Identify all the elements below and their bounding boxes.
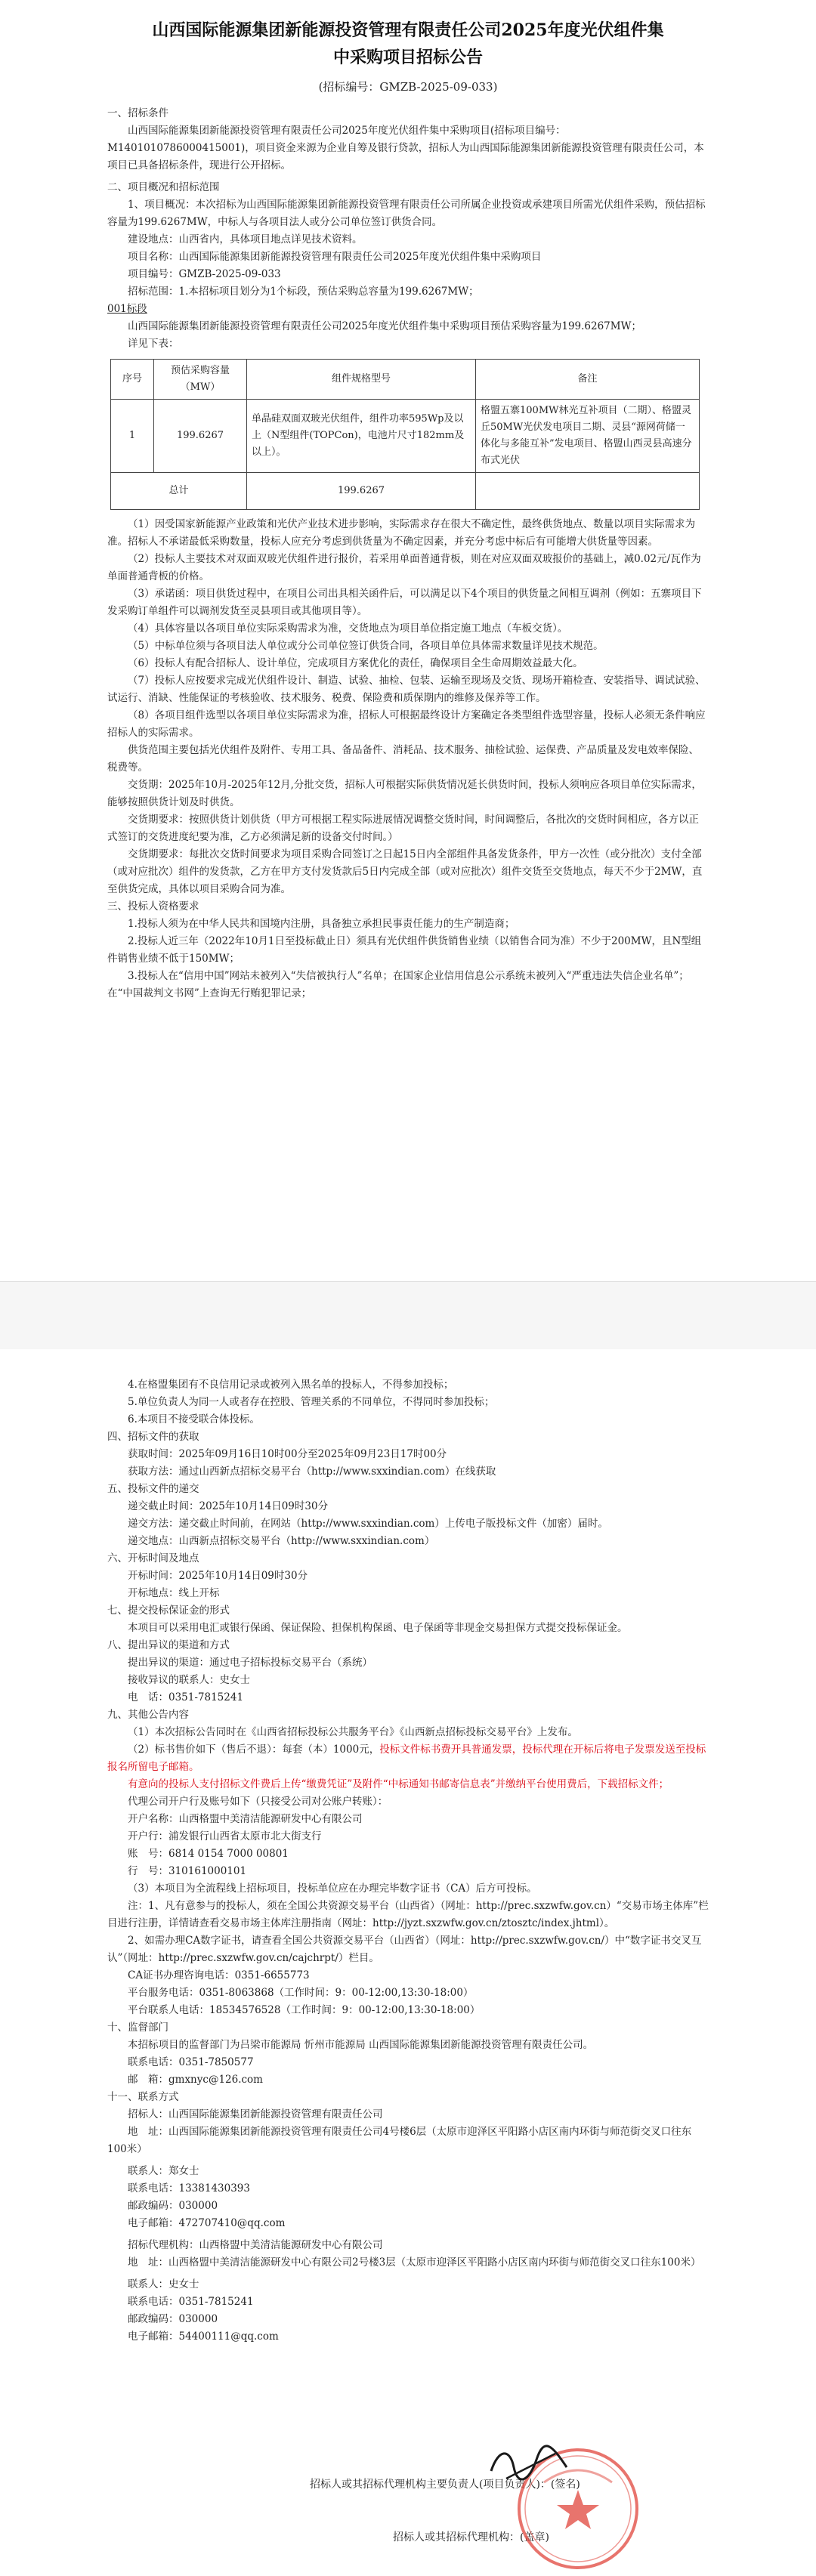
other-2 bbox=[107, 1741, 709, 1776]
note-8: （8）各项目组件选型以各项目单位实际需求为准，招标人可根据最终设计方案确定各类型组件选型容量，投标人必须无条件响应招标人的实际需求。 bbox=[107, 709, 706, 739]
page-1-content bbox=[107, 17, 709, 1002]
note-1: （1）因受国家新能源产业政策和光伏产业技术进步影响，实际需求存在很大不确定性，最终供货地点、数量以项目实际需求为准。招标人不承诺最低采购数量，投标人应充分考虑到供货量为不确定因素，并充分考虑中标后有可能增大供货量等因素。 bbox=[107, 518, 696, 548]
tenderer-address: 地 址：山西国际能源集团新能源投资管理有限责任公司4号楼6层（太原市迎泽区平阳路小店区南内环街与师范街交叉口往东100米） bbox=[107, 2126, 692, 2155]
construction-site: 建设地点：山西省内，具体项目地点详见技术资料。 bbox=[128, 233, 363, 246]
spec-table bbox=[110, 359, 700, 510]
section-6-heading: 六、开标时间及地点 bbox=[107, 1552, 199, 1564]
total-label: 总计 bbox=[111, 473, 247, 510]
col-header-capacity: 预估采购容量（MW） bbox=[154, 360, 247, 400]
delivery-period: 交货期：2025年10月-2025年12月,分批交货，招标人可根据实际供货情况延长供货时间，投标人须响应各项目单位实际需求，能够按照供货计划及时供货。 bbox=[107, 779, 702, 808]
tender-scope: 招标范围：1.本招标项目划分为1个标段，预估采购总容量为199.6267MW； bbox=[128, 286, 479, 298]
page-2-content bbox=[107, 1376, 709, 2346]
cell-capacity: 199.6267 bbox=[154, 400, 247, 473]
tenderer-name: 招标人：山西国际能源集团新能源投资管理有限责任公司 bbox=[128, 2108, 383, 2120]
tenderer-postcode: 邮政编码：030000 bbox=[128, 2200, 218, 2212]
section-10-heading: 十、监督部门 bbox=[107, 2022, 168, 2034]
supervision-phone: 联系电话：0351-7850577 bbox=[128, 2056, 254, 2068]
section-11-heading: 十一、联系方式 bbox=[107, 2091, 179, 2103]
other-1: （1）本次招标公告同时在《山西省招标投标公共服务平台》《山西新点招标投标交易平台》上发布。 bbox=[128, 1726, 578, 1738]
registration-note: 注：1、凡有意参与的投标人，须在全国公共资源交易平台（山西省）（网址：http://prec.sxzwfw.gov.cn）“交易市场主体库”栏目进行注册，详情请查看交易市场主体库注册指南（网址：http://jyzt.sxzwfw.gov.cn/ztosztc/index.jhtml）。 bbox=[107, 1900, 709, 1929]
page-2 bbox=[0, 1349, 816, 2576]
section-7-heading: 七、提交投标保证金的形式 bbox=[107, 1605, 230, 1617]
handwritten-signature-icon bbox=[484, 2437, 574, 2490]
tenderer-contact: 联系人：郑女士 bbox=[128, 2165, 199, 2177]
other-2-download-note: 有意向的投标人支付招标文件费后上传“缴费凭证”及附件“中标通知书邮寄信息表”并缴纳平台使用费后，下载招标文件； bbox=[128, 1778, 669, 1790]
note-4: （4）具体容量以各项目单位实际采购需求为准，交货地点为项目单位指定施工地点（车板交货）。 bbox=[128, 622, 568, 635]
bank-intro bbox=[107, 1793, 709, 1811]
other-2-price: （2）标书售价如下（售后不退）：每套（本）1000元， bbox=[128, 1744, 380, 1756]
section-2-heading: 二、项目概况和招标范围 bbox=[107, 181, 220, 193]
delivery-requirement-1: 交货期要求：按照供货计划供货（甲方可根据工程实际进展情况调整交货时间，时间调整后，各批次的交货时间相应，各方以正式签订的交货进度纪要为准，乙方必须满足新的设备交付时间。） bbox=[107, 814, 699, 843]
col-header-no: 序号 bbox=[111, 360, 154, 400]
tender-code: (招标编号：GMZB-2025-09-033) bbox=[318, 80, 498, 94]
bank-name: 开户行：浦发银行山西省太原市北大街支行 bbox=[128, 1830, 322, 1842]
supply-scope: 供货范围主要包括光伏组件及附件、专用工具、备品备件、消耗品、技术服务、抽检试验、运保费、产品质量及发电效率保险、税费等。 bbox=[107, 744, 699, 774]
bank-code: 行 号：310161000101 bbox=[128, 1865, 247, 1877]
bank-intro-text: 代理公司开户行及账号如下（只接受公司对公账户转账）： bbox=[128, 1796, 388, 1808]
table-row bbox=[111, 400, 700, 473]
doc-acquire-time: 获取时间：2025年09月16日10时00分至2025年09月23日17时00分 bbox=[128, 1448, 447, 1460]
seal-line: 招标人或其招标代理机构：(盖章) bbox=[393, 2531, 549, 2544]
note-7: （7）投标人应按要求完成光伏组件设计、制造、试验、抽检、包装、运输至现场及交货、现场开箱检查、安装指导、调试试验、试运行、消缺、性能保证的考核验收、技术服务、税费、保险费和质保期内的维修及保养等工作。 bbox=[107, 675, 706, 704]
total-capacity: 199.6267 bbox=[247, 473, 476, 510]
section-9-heading: 九、其他公告内容 bbox=[107, 1709, 189, 1721]
cell-no: 1 bbox=[111, 400, 154, 473]
qualification-5: 5.单位负责人为同一人或者存在控股、管理关系的不同单位，不得同时参加投标； bbox=[128, 1396, 495, 1408]
objection-contact: 接收异议的联系人：史女士 bbox=[128, 1674, 250, 1686]
note-2: （2）投标人主要技术对双面双玻光伏组件进行报价，若采用单面普通背板，则在对应双面双玻报价的基础上，减0.02元/瓦作为单面普通背板的价格。 bbox=[107, 553, 701, 582]
submit-method: 递交方法：递交截止时间前，在网站（http://www.sxxindian.com）上传电子版投标文件（加密）届时。 bbox=[128, 1518, 608, 1530]
objection-phone: 电 话：0351-7815241 bbox=[128, 1691, 244, 1703]
delivery-requirement-2: 交货期要求：每批次交货时间要求为项目采购合同签订之日起15日内全部组件具备发货条件，甲方一次性（或分批次）支付全部（或对应批次）组件的发货款，乙方在甲方支付发货款后5日内完成全部（或对应批次）组件交货至交货地点，每天不少于2MW，直至供货完成，具体以项目采购合同为准。 bbox=[107, 848, 703, 895]
qualification-2: 2.投标人近三年（2022年10月1日至投标截止日）须具有光伏组件供货销售业绩（以销售合同为准）不少于200MW，且N型组件销售业绩不低于150MW； bbox=[107, 935, 702, 965]
qualification-1: 1.投标人须为在中华人民共和国境内注册，具备独立承担民事责任能力的生产制造商； bbox=[128, 918, 515, 930]
cell-note: 格盟五寨100MW林光互补项目（二期）、格盟灵丘50MW光伏发电项目二期、灵县“源网荷储一体化与多能互补”发电项目、格盟山西灵县高速分布式光伏 bbox=[476, 400, 700, 473]
bank-account-name: 开户名称：山西格盟中美清洁能源研发中心有限公司 bbox=[128, 1813, 363, 1825]
cell-model: 单晶硅双面双玻光伏组件，组件功率595Wp及以上（N型组件(TOPCon)，电池片尺寸182mm及以上）。 bbox=[247, 400, 476, 473]
platform-contact: 平台联系人电话：18534576528（工作时间：9：00-12:00,13:30-18:00） bbox=[128, 2004, 481, 2016]
document-title-line-2: 中采购项目招标公告 bbox=[332, 48, 483, 67]
total-note bbox=[476, 473, 700, 510]
section-5-heading: 五、投标文件的递交 bbox=[107, 1483, 199, 1495]
platform-phone: 平台服务电话：0351-8063868（工作时间：9：00-12:00,13:30-18:00） bbox=[128, 1987, 474, 1999]
note-3: （3）承诺函：项目供货过程中，在项目公司出具相关函件后，可以满足以下4个项目的供货量之间相互调剂（例如：五寨项目下发采购订单组件可以调剂发货至灵县项目或其他项目等）。 bbox=[107, 588, 702, 617]
agency-contact: 联系人：史女士 bbox=[128, 2278, 199, 2290]
qualification-3: 3.投标人在“信用中国”网站未被列入“失信被执行人”名单；在国家企业信用信息公示系统未被列入“严重违法失信企业名单”；在“中国裁判文书网”上查询无行贿犯罪记录； bbox=[107, 970, 689, 999]
tenderer-email: 电子邮箱：472707410@qq.com bbox=[128, 2217, 286, 2229]
bond-form: 本项目可以采用电汇或银行保函、保证保险、担保机构保函、电子保函等非现金交易担保方式提交投标保证金。 bbox=[128, 1622, 628, 1634]
table-total-row bbox=[111, 473, 700, 510]
agency-postcode: 邮政编码：030000 bbox=[128, 2313, 218, 2325]
note-5: （5）中标单位须与各项目法人单位或分公司单位签订供货合同，各项目单位具体需求数量详见技术规范。 bbox=[128, 640, 604, 652]
submit-location: 递交地点：山西新点招标交易平台（http://www.sxxindian.com） bbox=[128, 1535, 435, 1547]
section-8-heading: 八、提出异议的渠道和方式 bbox=[107, 1639, 230, 1651]
section-1-heading: 一、招标条件 bbox=[107, 107, 168, 119]
page-1 bbox=[0, 0, 816, 1281]
project-name: 项目名称：山西国际能源集团新能源投资管理有限责任公司2025年度光伏组件集中采购项目 bbox=[128, 251, 542, 263]
section-4-heading: 四、招标文件的获取 bbox=[107, 1431, 199, 1443]
qualification-6: 6.本项目不接受联合体投标。 bbox=[128, 1413, 260, 1425]
doc-acquire-method: 获取方法：通过山西新点招标交易平台（http://www.sxxindian.com）在线获取 bbox=[128, 1466, 496, 1478]
col-header-model: 组件规格型号 bbox=[247, 360, 476, 400]
ca-note: 2、如需办理CA数字证书，请查看全国公共资源交易平台（山西省）（网址：http://prec.sxzwfw.gov.cn/）中“数字证书交叉互认”（网址：http://prec.sxzwfw.gov.cn/cajchrpt/）栏目。 bbox=[107, 1935, 702, 1964]
project-number: 项目编号：GMZB-2025-09-033 bbox=[128, 268, 281, 280]
other-2-invoice-note: 投标文件标书费开具普通发票，投标代理在开标后将电子发票发送至投标报名所留电子邮箱。 bbox=[107, 1744, 706, 1773]
supervision-email: 邮 箱：gmxnyc@126.com bbox=[128, 2074, 263, 2086]
section-3-heading: 三、投标人资格要求 bbox=[107, 900, 199, 913]
section-1-body: 山西国际能源集团新能源投资管理有限责任公司2025年度光伏组件集中采购项目(招标项目编号：M1401010786000415001)，项目资金来源为企业自筹及银行贷款，招标人为山西国际能源集团新能源投资管理有限责任公司，本项目已具备招标条件，现进行公开招标。 bbox=[107, 125, 704, 171]
opening-time: 开标时间：2025年10月14日09时30分 bbox=[128, 1570, 308, 1582]
agency-phone: 联系电话：0351-7815241 bbox=[128, 2296, 254, 2308]
other-3: （3）本项目为全流程线上招标项目，投标单位应在办理完毕数字证书（CA）后方可投标。 bbox=[128, 1883, 537, 1895]
supervision-dept: 本招标项目的监督部门为吕梁市能源局 忻州市能源局 山西国际能源集团新能源投资管理有限责任公司。 bbox=[128, 2039, 594, 2051]
submit-deadline: 递交截止时间：2025年10月14日09时30分 bbox=[128, 1500, 329, 1512]
bank-account-number: 账 号：6814 0154 7000 00801 bbox=[128, 1848, 289, 1860]
opening-location: 开标地点：线上开标 bbox=[128, 1587, 220, 1599]
agency-email: 电子邮箱：54400111@qq.com bbox=[128, 2330, 279, 2343]
note-6: （6）投标人有配合招标人、设计单位，完成项目方案优化的责任，确保项目全生命周期效益最大化。 bbox=[128, 657, 583, 669]
lot-capacity: 山西国际能源集团新能源投资管理有限责任公司2025年度光伏组件集中采购项目预估采购容量为199.6267MW； bbox=[128, 320, 641, 332]
page-gap bbox=[0, 1281, 816, 1351]
ca-phone: CA证书办理咨询电话：0351-6655773 bbox=[128, 1969, 310, 1981]
col-header-note: 备注 bbox=[476, 360, 700, 400]
agency-name: 招标代理机构：山西格盟中美清洁能源研发中心有限公司 bbox=[128, 2239, 383, 2251]
tenderer-phone: 联系电话：13381430393 bbox=[128, 2182, 250, 2195]
objection-channel: 提出异议的渠道：通过电子招标投标交易平台（系统） bbox=[128, 1657, 372, 1669]
signature-line: 招标人或其招标代理机构主要负责人(项目负责人)：(签名) bbox=[310, 2479, 580, 2491]
qualification-4: 4.在格盟集团有不良信用记录或被列入黑名单的投标人，不得参加投标； bbox=[128, 1379, 454, 1391]
table-header-row bbox=[111, 360, 700, 400]
agency-address: 地 址：山西格盟中美清洁能源研发中心有限公司2号楼3层（太原市迎泽区平阳路小店区南内环街与师范街交叉口往东100米） bbox=[128, 2256, 701, 2269]
project-overview: 1、项目概况：本次招标为山西国际能源集团新能源投资管理有限责任公司所属企业投资或承建项目所需光伏组件采购，预估招标容量为199.6267MW，中标人与各项目法人或分公司单位签订供货合同。 bbox=[107, 199, 706, 228]
see-table: 详见下表： bbox=[128, 338, 179, 350]
lot-label: 001标段 bbox=[107, 303, 147, 315]
document-title-line-1: 山西国际能源集团新能源投资管理有限责任公司2025年度光伏组件集 bbox=[152, 20, 664, 40]
